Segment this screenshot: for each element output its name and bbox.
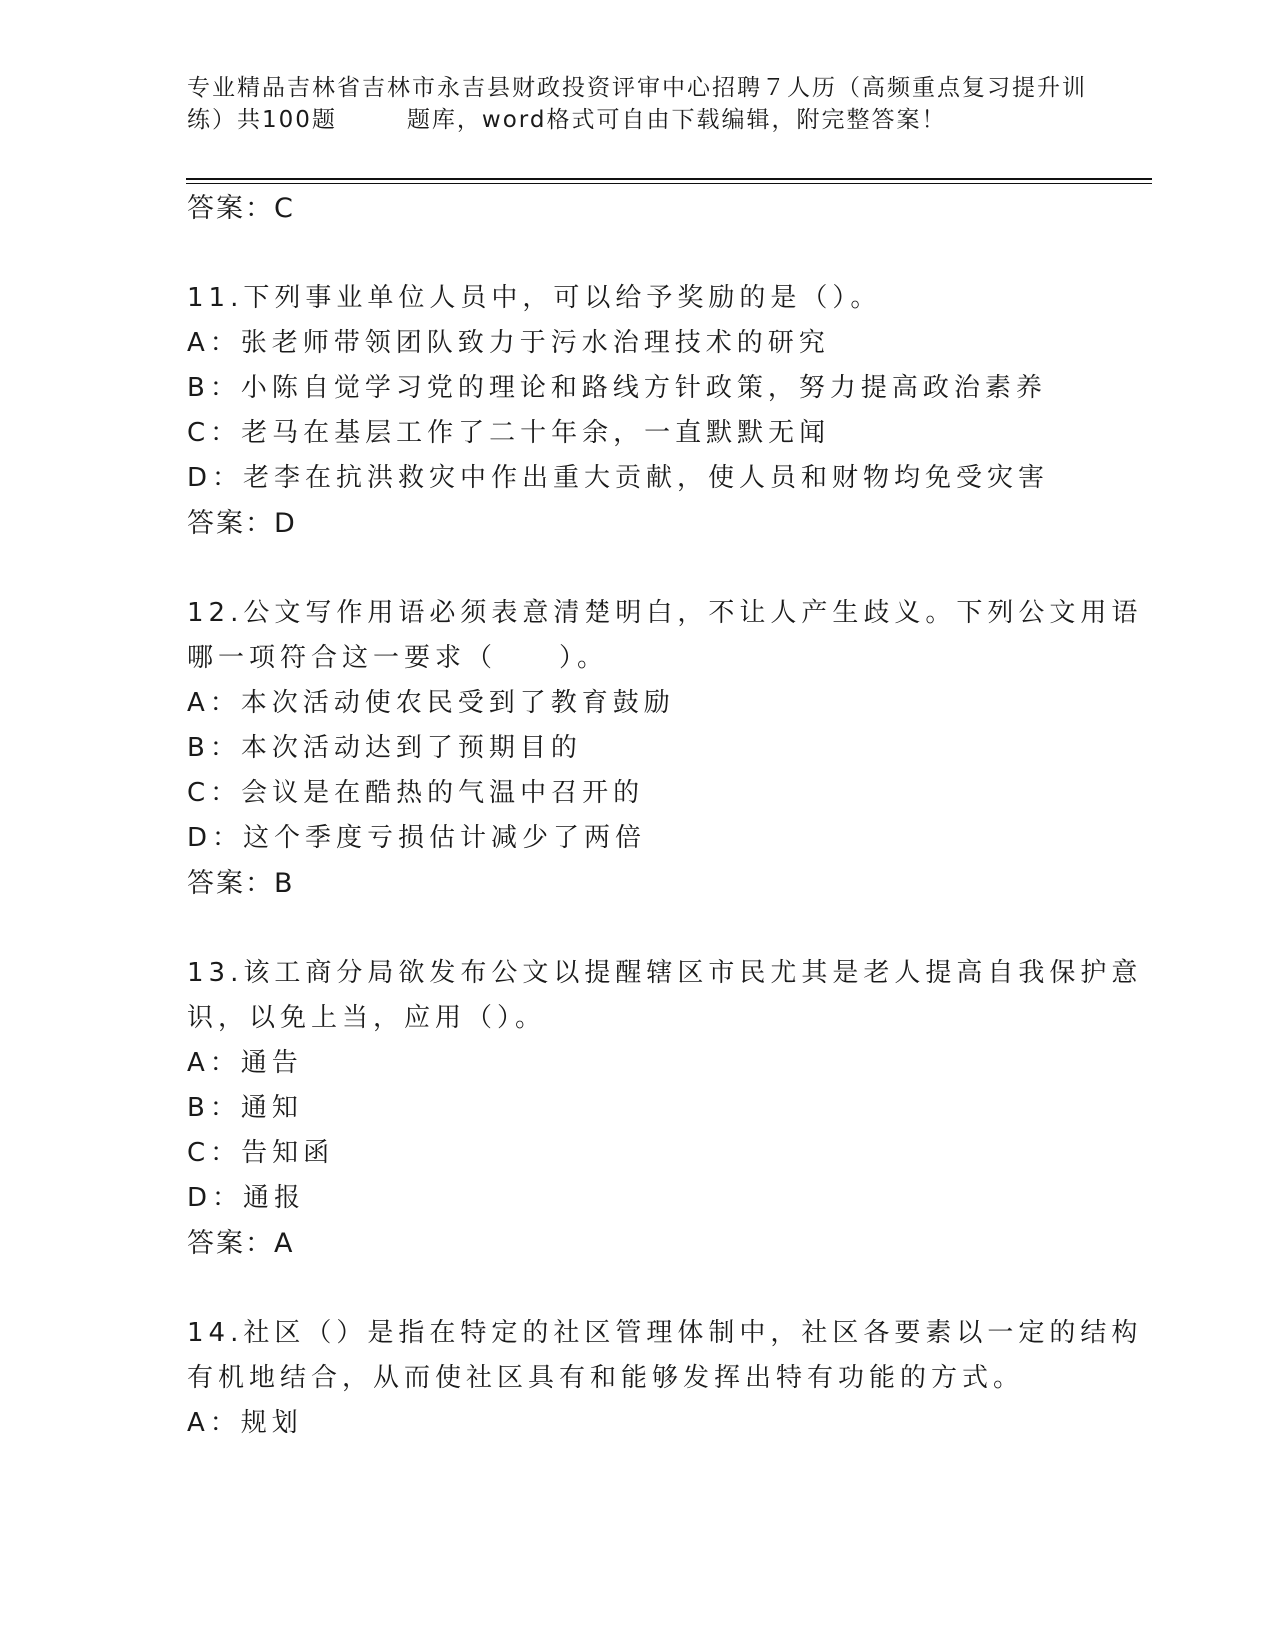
question-13 xyxy=(187,951,1147,1266)
question-12 xyxy=(187,591,1147,906)
question-stem: 13.该工商分局欲发布公文以提醒辖区市民尤其是老人提高自我保护意 xyxy=(187,958,1143,988)
question-11 xyxy=(187,276,1147,546)
header-line-2 xyxy=(187,104,1087,136)
question-stem-cont: 哪一项符合这一要求（ ）。 xyxy=(187,643,609,673)
option-a: A：规划 xyxy=(187,1408,303,1438)
answer: 答案：A xyxy=(187,1228,295,1259)
header-line-2b: 题库，word格式可自由下载编辑，附完整答案！ xyxy=(406,107,947,133)
option-d: D：老李在抗洪救灾中作出重大贡献，使人员和财物均免受灾害 xyxy=(187,463,1050,493)
question-stem: 12.公文写作用语必须表意清楚明白，不让人产生歧义。下列公文用语 xyxy=(187,598,1143,628)
answer: 答案：D xyxy=(187,508,297,539)
option-d: D：通报 xyxy=(187,1183,306,1213)
header-line-1: 专业精品吉林省吉林市永吉县财政投资评审中心招聘７人历（高频重点复习提升训 xyxy=(187,75,1087,101)
header-line-2a: 练）共100题 xyxy=(187,107,337,133)
question-14 xyxy=(187,1311,1147,1446)
question-stem-cont: 识，以免上当，应用（）。 xyxy=(187,1003,547,1033)
option-a: A：本次活动使农民受到了教育鼓励 xyxy=(187,688,675,718)
option-d: D：这个季度亏损估计减少了两倍 xyxy=(187,823,647,853)
question-stem: 11.下列事业单位人员中，可以给予奖励的是（）。 xyxy=(187,283,882,313)
option-a: A：张老师带领团队致力于污水治理技术的研究 xyxy=(187,328,830,358)
previous-answer: 答案：C xyxy=(187,193,295,224)
option-c: C：告知函 xyxy=(187,1138,335,1168)
option-c: C：会议是在酷热的气温中召开的 xyxy=(187,778,645,808)
answer: 答案：B xyxy=(187,868,295,899)
question-stem-cont: 有机地结合，从而使社区具有和能够发挥出特有功能的方式。 xyxy=(187,1363,1025,1393)
option-b: B：本次活动达到了预期目的 xyxy=(187,733,582,763)
option-b: B：通知 xyxy=(187,1093,303,1123)
option-a: A：通告 xyxy=(187,1048,303,1078)
option-b: B：小陈自觉学习党的理论和路线方针政策，努力提高政治素养 xyxy=(187,373,1047,403)
question-content xyxy=(187,186,1147,1446)
option-c: C：老马在基层工作了二十年余，一直默默无闻 xyxy=(187,418,831,448)
document-header xyxy=(187,72,1087,136)
question-stem: 14.社区（）是指在特定的社区管理体制中，社区各要素以一定的结构 xyxy=(187,1318,1143,1348)
header-rule-thin xyxy=(186,183,1152,184)
header-rule-thick xyxy=(186,178,1152,180)
